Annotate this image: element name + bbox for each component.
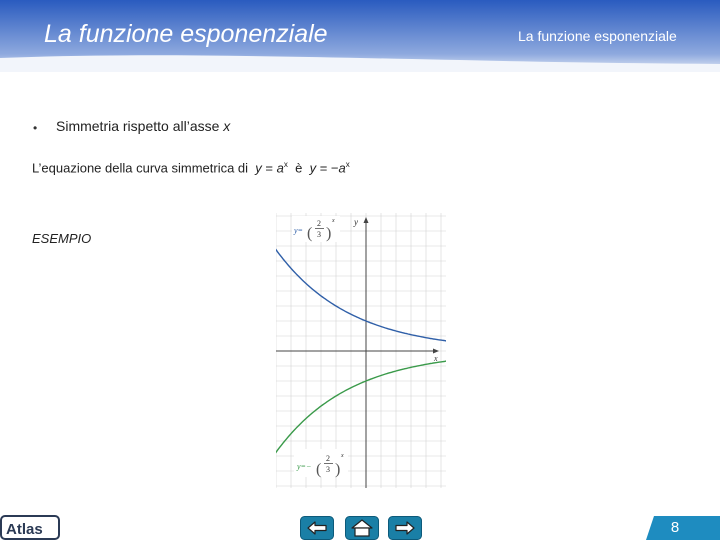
example-label: ESEMPIO <box>32 231 92 246</box>
y-axis-label: y <box>354 217 358 227</box>
atlas-logo <box>0 514 62 540</box>
equation-top <box>292 216 340 242</box>
equation-line <box>32 160 350 175</box>
eq-exp2: x <box>345 160 350 169</box>
equation-bottom-paren-left: ( <box>316 461 322 478</box>
eq-y2: y <box>309 160 317 176</box>
equation-bottom-exponent: x <box>341 453 344 459</box>
equation-top-denominator: 3 <box>317 230 321 239</box>
page-number: 8 <box>670 519 680 536</box>
section-title: La funzione esponenziale <box>518 28 677 44</box>
eq-base2: a <box>338 160 346 176</box>
equation-top-paren-left: ( <box>307 225 313 242</box>
next-button[interactable] <box>388 516 422 540</box>
page-number-badge <box>646 516 720 540</box>
x-axis-label: x <box>434 354 438 363</box>
equation-top-numerator: 2 <box>317 219 321 228</box>
eq-exp1: x <box>283 160 288 169</box>
equation-bottom-denominator: 3 <box>326 465 330 474</box>
eq-equals1: = <box>265 160 274 176</box>
equation-intro: L’equazione della curva simmetrica di <box>32 160 249 176</box>
eq-equals2: = − <box>319 160 339 176</box>
logo-text: Atlas <box>6 521 43 538</box>
bullet-text-main: Simmetria rispetto all’asse <box>56 118 220 134</box>
equation-top-paren-right: ) <box>326 225 332 242</box>
eq-base1: a <box>276 160 284 176</box>
equation-bottom <box>294 449 348 478</box>
equation-top-exponent: x <box>332 218 335 224</box>
equation-bottom-prefix: y=− <box>297 462 312 471</box>
bullet-text <box>56 118 230 134</box>
bullet-marker: • <box>33 121 38 135</box>
home-button[interactable] <box>345 516 379 540</box>
example-graph <box>276 213 446 488</box>
slide-header <box>0 0 720 72</box>
eq-is: è <box>295 160 303 176</box>
eq-y1: y <box>255 160 262 176</box>
bullet-variable: x <box>223 118 231 134</box>
equation-bottom-numerator: 2 <box>326 454 330 463</box>
previous-button[interactable] <box>300 516 334 540</box>
slide-title: La funzione esponenziale <box>44 20 328 48</box>
equation-bottom-paren-right: ) <box>335 461 341 478</box>
equation-top-prefix: y= <box>294 226 303 235</box>
